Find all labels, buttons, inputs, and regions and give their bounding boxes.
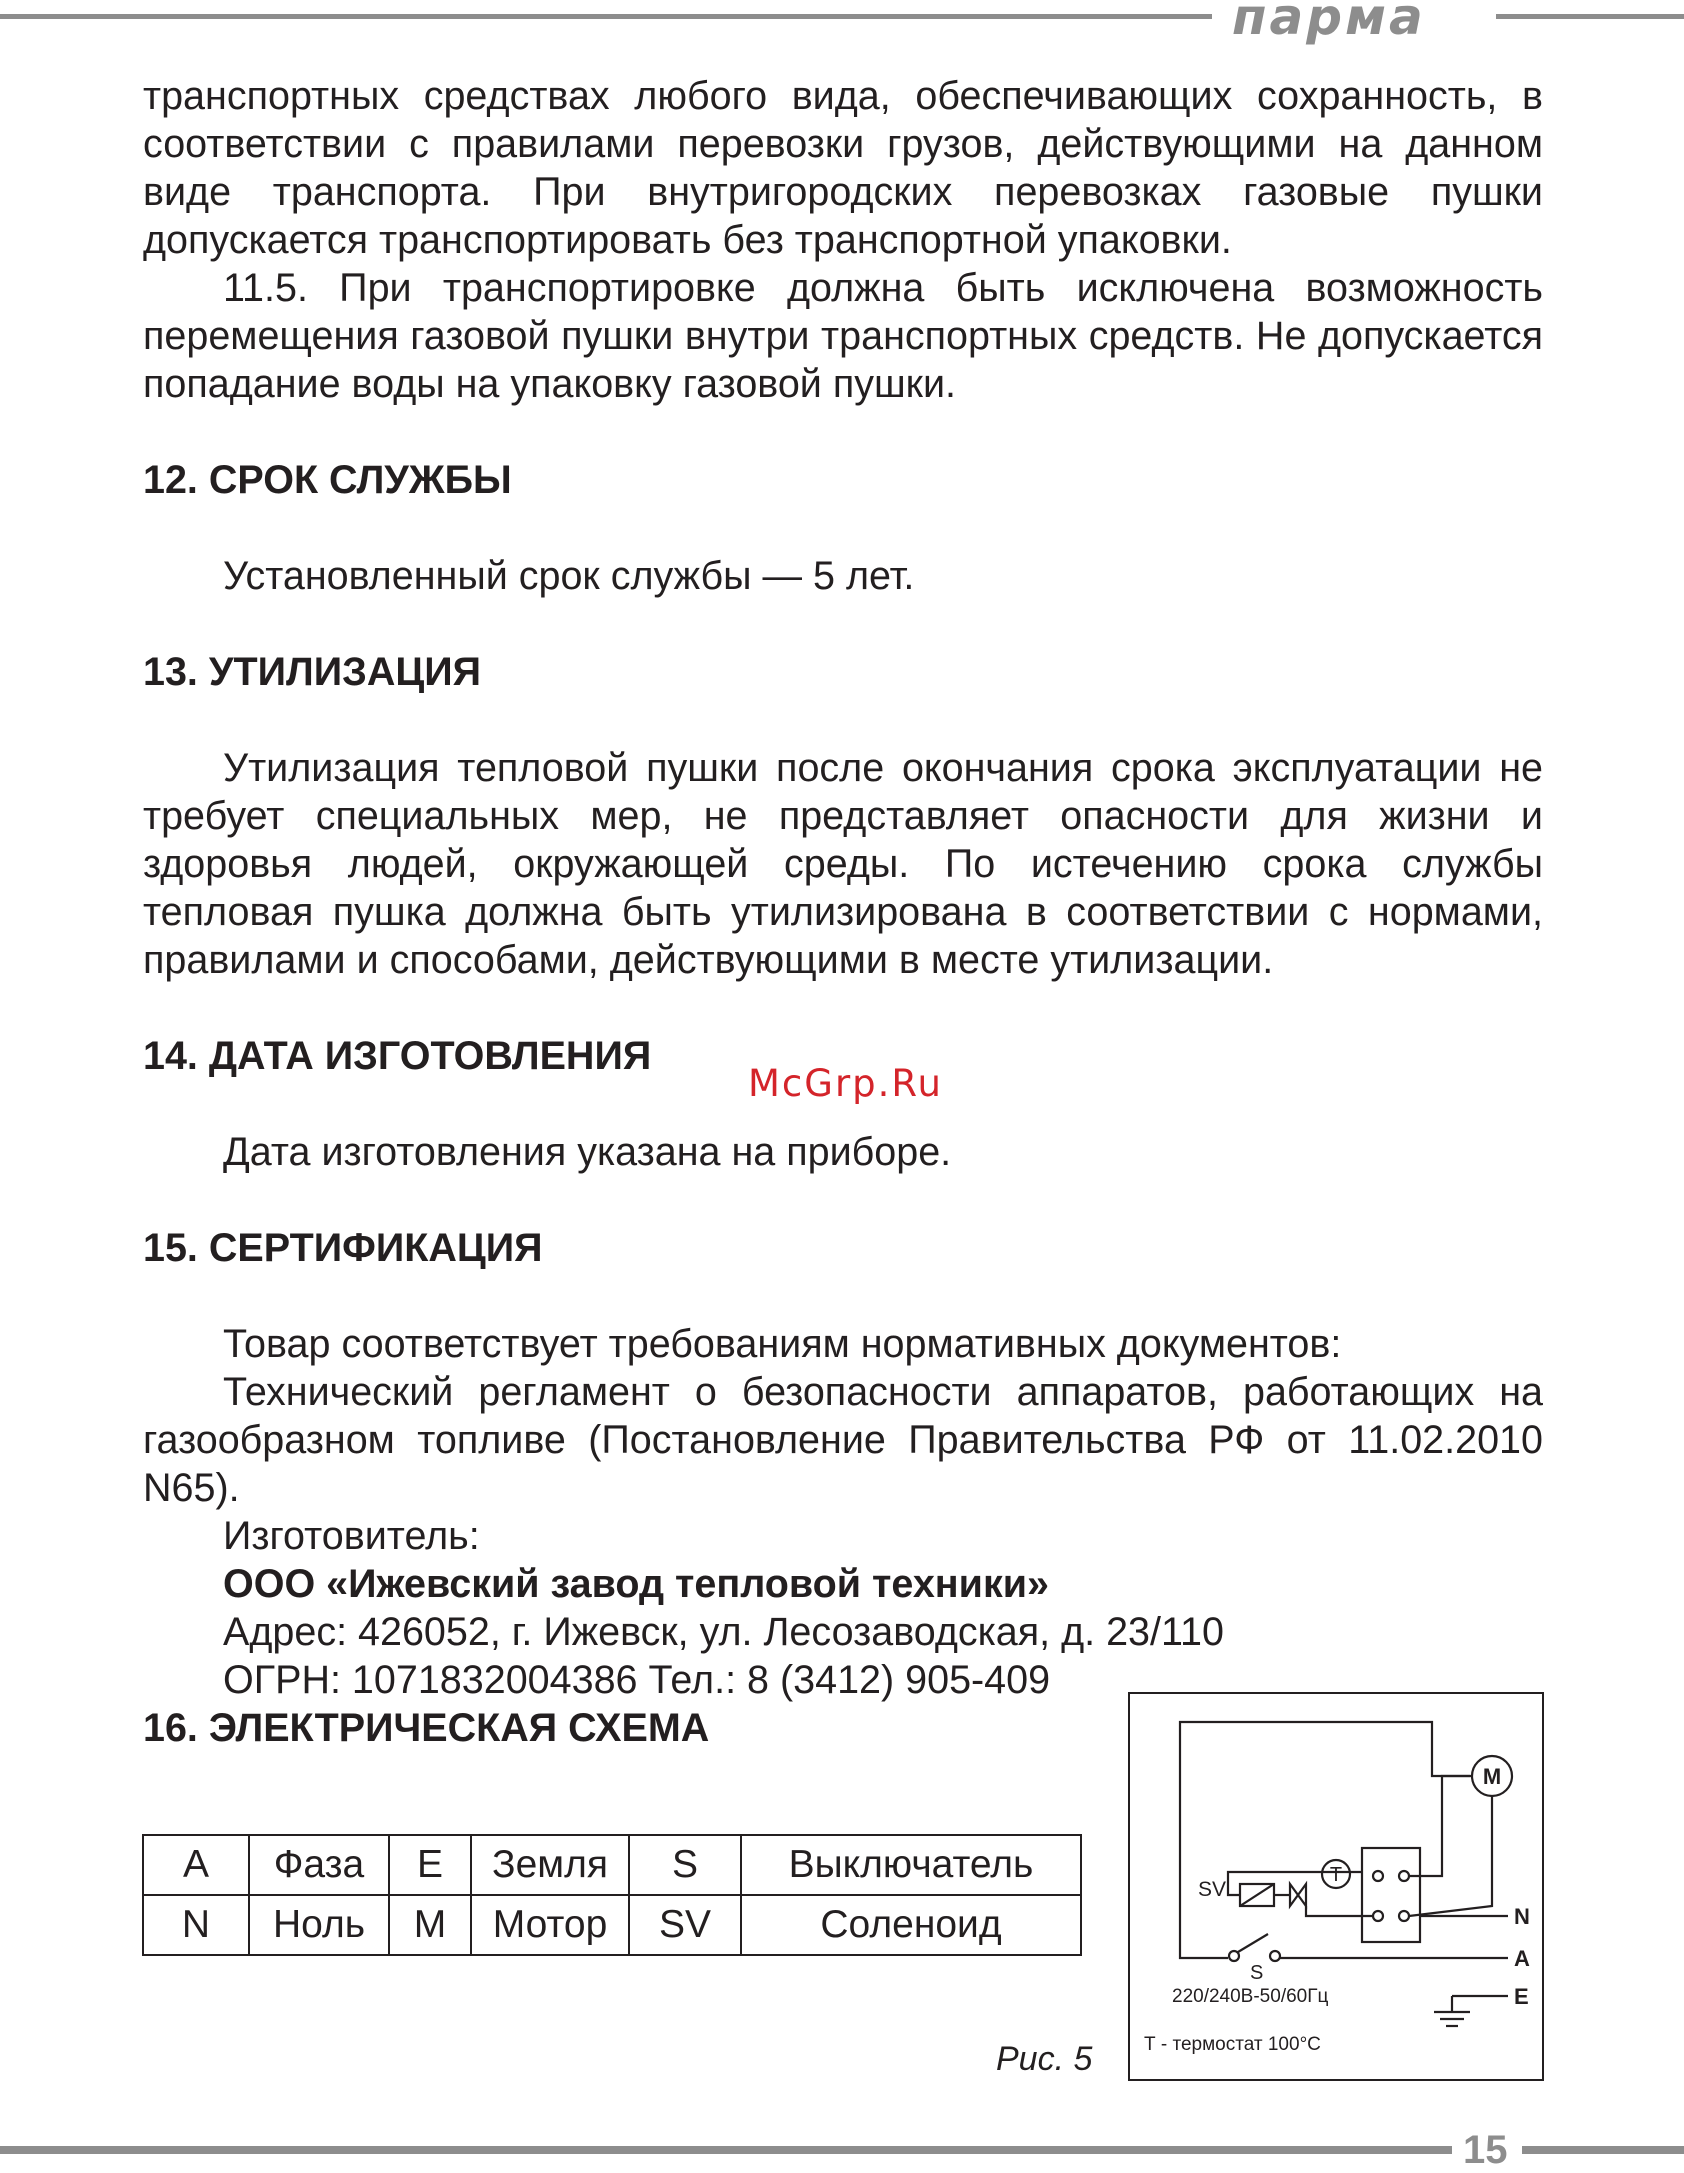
terminal-block	[1362, 1848, 1420, 1942]
table-cell: A	[143, 1835, 249, 1895]
paragraph-utilization: Утилизация тепловой пушки после окончания срока эксплуатации не требует специальных мер, не представляет опасности для жизни и здоровья людей, окружающей среды. По истечению срока службы тепловая пушка должна быть утилизирована в соответствии с нормами, правилами и способами, действующими в месте утилизации.	[143, 746, 1543, 982]
terminal-1	[1373, 1871, 1383, 1881]
table-cell: Выключатель	[741, 1835, 1081, 1895]
footer-rule-left	[0, 2146, 1452, 2154]
heading-section-12: 12. СРОК СЛУЖБЫ	[143, 458, 512, 502]
table-cell: SV	[629, 1895, 741, 1955]
footer-rule-right	[1522, 2146, 1684, 2154]
table-cell: E	[389, 1835, 471, 1895]
manufacturer-address: Адрес: 426052, г. Ижевск, ул. Лесозаводская, д. 23/110	[223, 1610, 1224, 1654]
paragraph-transport: транспортных средствах любого вида, обеспечивающих сохранность, в соответствии с правилами перевозки грузов, действующими на данном виде транспорта. При внутригородских перевозках газовые пушки допускается транспортировать без транспортной упаковки.	[143, 74, 1543, 262]
paragraph-cert-intro: Товар соответствует требованиям нормативных документов:	[223, 1322, 1342, 1366]
terminal-4	[1399, 1911, 1409, 1921]
figure-caption: Рис. 5	[996, 2040, 1093, 2078]
switch-label: S	[1250, 1962, 1264, 1984]
table-row	[143, 1835, 1081, 1895]
table-cell: S	[629, 1835, 741, 1895]
terminal-2	[1399, 1871, 1409, 1881]
manufacturer-ogrn: ОГРН: 1071832004386 Тел.: 8 (3412) 905-409	[223, 1658, 1051, 1702]
heading-section-15: 15. СЕРТИФИКАЦИЯ	[143, 1226, 543, 1270]
motor-label: M	[1482, 1764, 1502, 1789]
heading-section-16: 16. ЭЛЕКТРИЧЕСКАЯ СХЕМА	[143, 1706, 710, 1750]
heading-section-13: 13. УТИЛИЗАЦИЯ	[143, 650, 481, 694]
neutral-label: N	[1514, 1904, 1530, 1929]
earth-label: E	[1514, 1984, 1529, 2009]
section-11-continued	[143, 72, 1543, 408]
table-cell: Фаза	[249, 1835, 389, 1895]
paragraph-manufacturer-label: Изготовитель:	[223, 1514, 480, 1558]
section-12-body	[143, 552, 1543, 600]
section-13-body	[143, 744, 1543, 984]
table-cell: Соленоид	[741, 1895, 1081, 1955]
voltage-label: 220/240В-50/60Гц	[1172, 1986, 1329, 2007]
wire-motor-2	[1409, 1796, 1492, 1916]
heading-section-14: 14. ДАТА ИЗГОТОВЛЕНИЯ	[143, 1034, 652, 1078]
table-cell: Мотор	[471, 1895, 629, 1955]
page-number: 15	[1463, 2128, 1508, 2172]
table-cell: Земля	[471, 1835, 629, 1895]
switch-lever	[1238, 1934, 1268, 1952]
paragraph-service-life: Установленный срок службы — 5 лет.	[223, 554, 915, 598]
table-cell: M	[389, 1895, 471, 1955]
solenoid-valve	[1290, 1884, 1306, 1906]
table-cell: N	[143, 1895, 249, 1955]
switch-contact-left	[1229, 1951, 1239, 1961]
header-rule-left	[0, 14, 1212, 19]
solenoid-label: SV	[1198, 1878, 1227, 1901]
paragraph-manufacture-date: Дата изготовления указана на приборе.	[223, 1130, 952, 1174]
section-15-body	[143, 1320, 1543, 1704]
brand-logo: парма	[1232, 0, 1426, 46]
terminal-3	[1373, 1911, 1383, 1921]
thermostat-note: Т - термостат 100°С	[1144, 2034, 1321, 2055]
watermark: McGrp.Ru	[748, 1062, 943, 1105]
wire-motor-1	[1409, 1776, 1472, 1876]
manufacturer-name: ООО «Ижевский завод тепловой техники»	[223, 1562, 1049, 1606]
thermostat-label: T	[1329, 1864, 1343, 1886]
section-14-body	[143, 1128, 1543, 1176]
table-cell: Ноль	[249, 1895, 389, 1955]
legend-table	[142, 1834, 1082, 1956]
wiring-diagram	[1128, 1692, 1544, 2081]
paragraph-tech-regulation: Технический регламент о безопасности аппаратов, работающих на газообразном топливе (Постановление Правительства РФ от 11.02.2010 N65).	[143, 1370, 1543, 1510]
header-rule-right	[1496, 14, 1684, 19]
wiring-diagram-svg	[1130, 1694, 1542, 2079]
wire-outer-loop	[1180, 1722, 1470, 1958]
table-row	[143, 1895, 1081, 1955]
solenoid-coil-diagonal	[1240, 1884, 1274, 1906]
paragraph-11-5: 11.5. При транспортировке должна быть исключена возможность перемещения газовой пушки внутри транспортных средств. Не допускается попадание воды на упаковку газовой пушки.	[143, 266, 1543, 406]
switch-contact-right	[1270, 1951, 1280, 1961]
phase-label: A	[1514, 1946, 1530, 1971]
